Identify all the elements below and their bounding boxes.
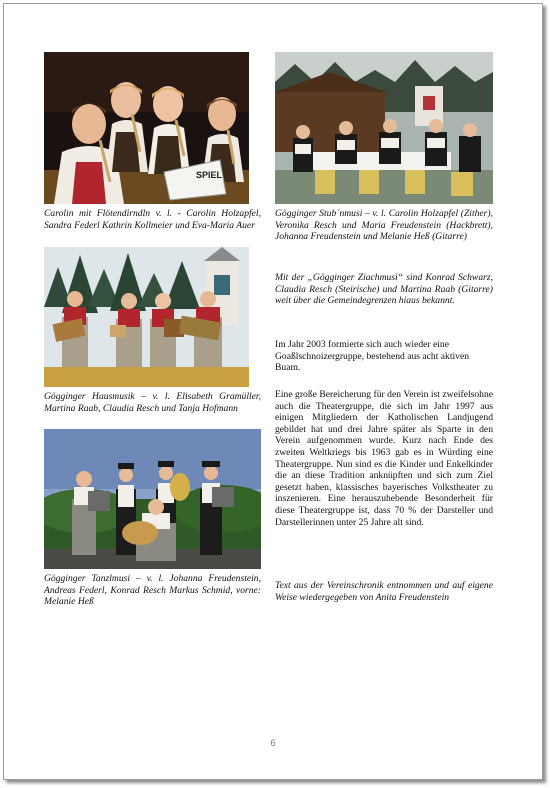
photo-stubnmusi	[275, 52, 493, 204]
document-page	[3, 3, 543, 780]
caption-floetendirndln: Carolin mit Flötendirndln v. l. - Carolin Holzapfel, Sandra Federl Kathrin Kollmeier und Eva-Maria Auer	[44, 208, 261, 231]
paragraph-theatergruppe: Eine große Bereicherung für den Verein ist zweifelsohne auch die Theatergruppe, die sich im Jahr 1997 aus einigen Mitgliedern der Katholischen Landjugend gebildet hat und drei Jahre später als Sparte in den Verein aufgenommen wurde. Kurz nach Ende des zweiten Weltkriegs bis 1963 gab es in Würding eine Theatergruppe. Nun sind es die Kinder und Enkelkinder die an diese Tradition anknüpften und sich zum Ziel gesetzt haben, klassisches bayerisches Volkstheater zu inszenieren. Eine herauszuhebende Besonderheit für diese Theatergruppe ist, dass 70 % der Darsteller und Darstellerinnen unter 25 Jahre alt sind.	[275, 389, 493, 528]
caption-stubnmusi: Gögginger Stub´nmusi – v. l. Carolin Holzapfel (Zither), Veronika Resch und Maria Freudenstein (Hackbrett), Johanna Freudenstein und Melanie Heß (Gitarre)	[275, 208, 493, 243]
photo-hausmusik	[44, 247, 249, 387]
photo-tanzlmusi	[44, 429, 261, 569]
paragraph-quelle: Text aus der Vereinschronik entnommen und auf eigene Weise wiedergegeben von Anita Freudenstein	[275, 580, 493, 603]
page-number: 6	[270, 738, 276, 749]
paragraph-ziachmusi: Mit der „Gögginger Ziachmusi“ sind Konrad Schwarz, Claudia Resch (Steirische) und Martina Raab (Gitarre) weit über die Gemeindegrenzen hiaus bekannt.	[275, 272, 493, 307]
paragraph-goasslschnoizer: Im Jahr 2003 formierte sich auch wieder eine Goaßlschnoizergruppe, bestehend aus acht aktiven Buam.	[275, 339, 470, 374]
caption-tanzlmusi: Gögginger Tanzlmusi – v. l. Johanna Freudenstein, Andreas Federl, Konrad Resch Markus Schmid, vorne: Melanie Heß	[44, 573, 261, 608]
photo-floetendirndln	[44, 52, 249, 204]
caption-hausmusik: Gögginger Hausmusik – v. l. Elisabeth Gramüller, Martina Raab, Claudia Resch und Tanja Hofmann	[44, 391, 261, 414]
music-stand-text: SPIEL	[196, 170, 223, 180]
